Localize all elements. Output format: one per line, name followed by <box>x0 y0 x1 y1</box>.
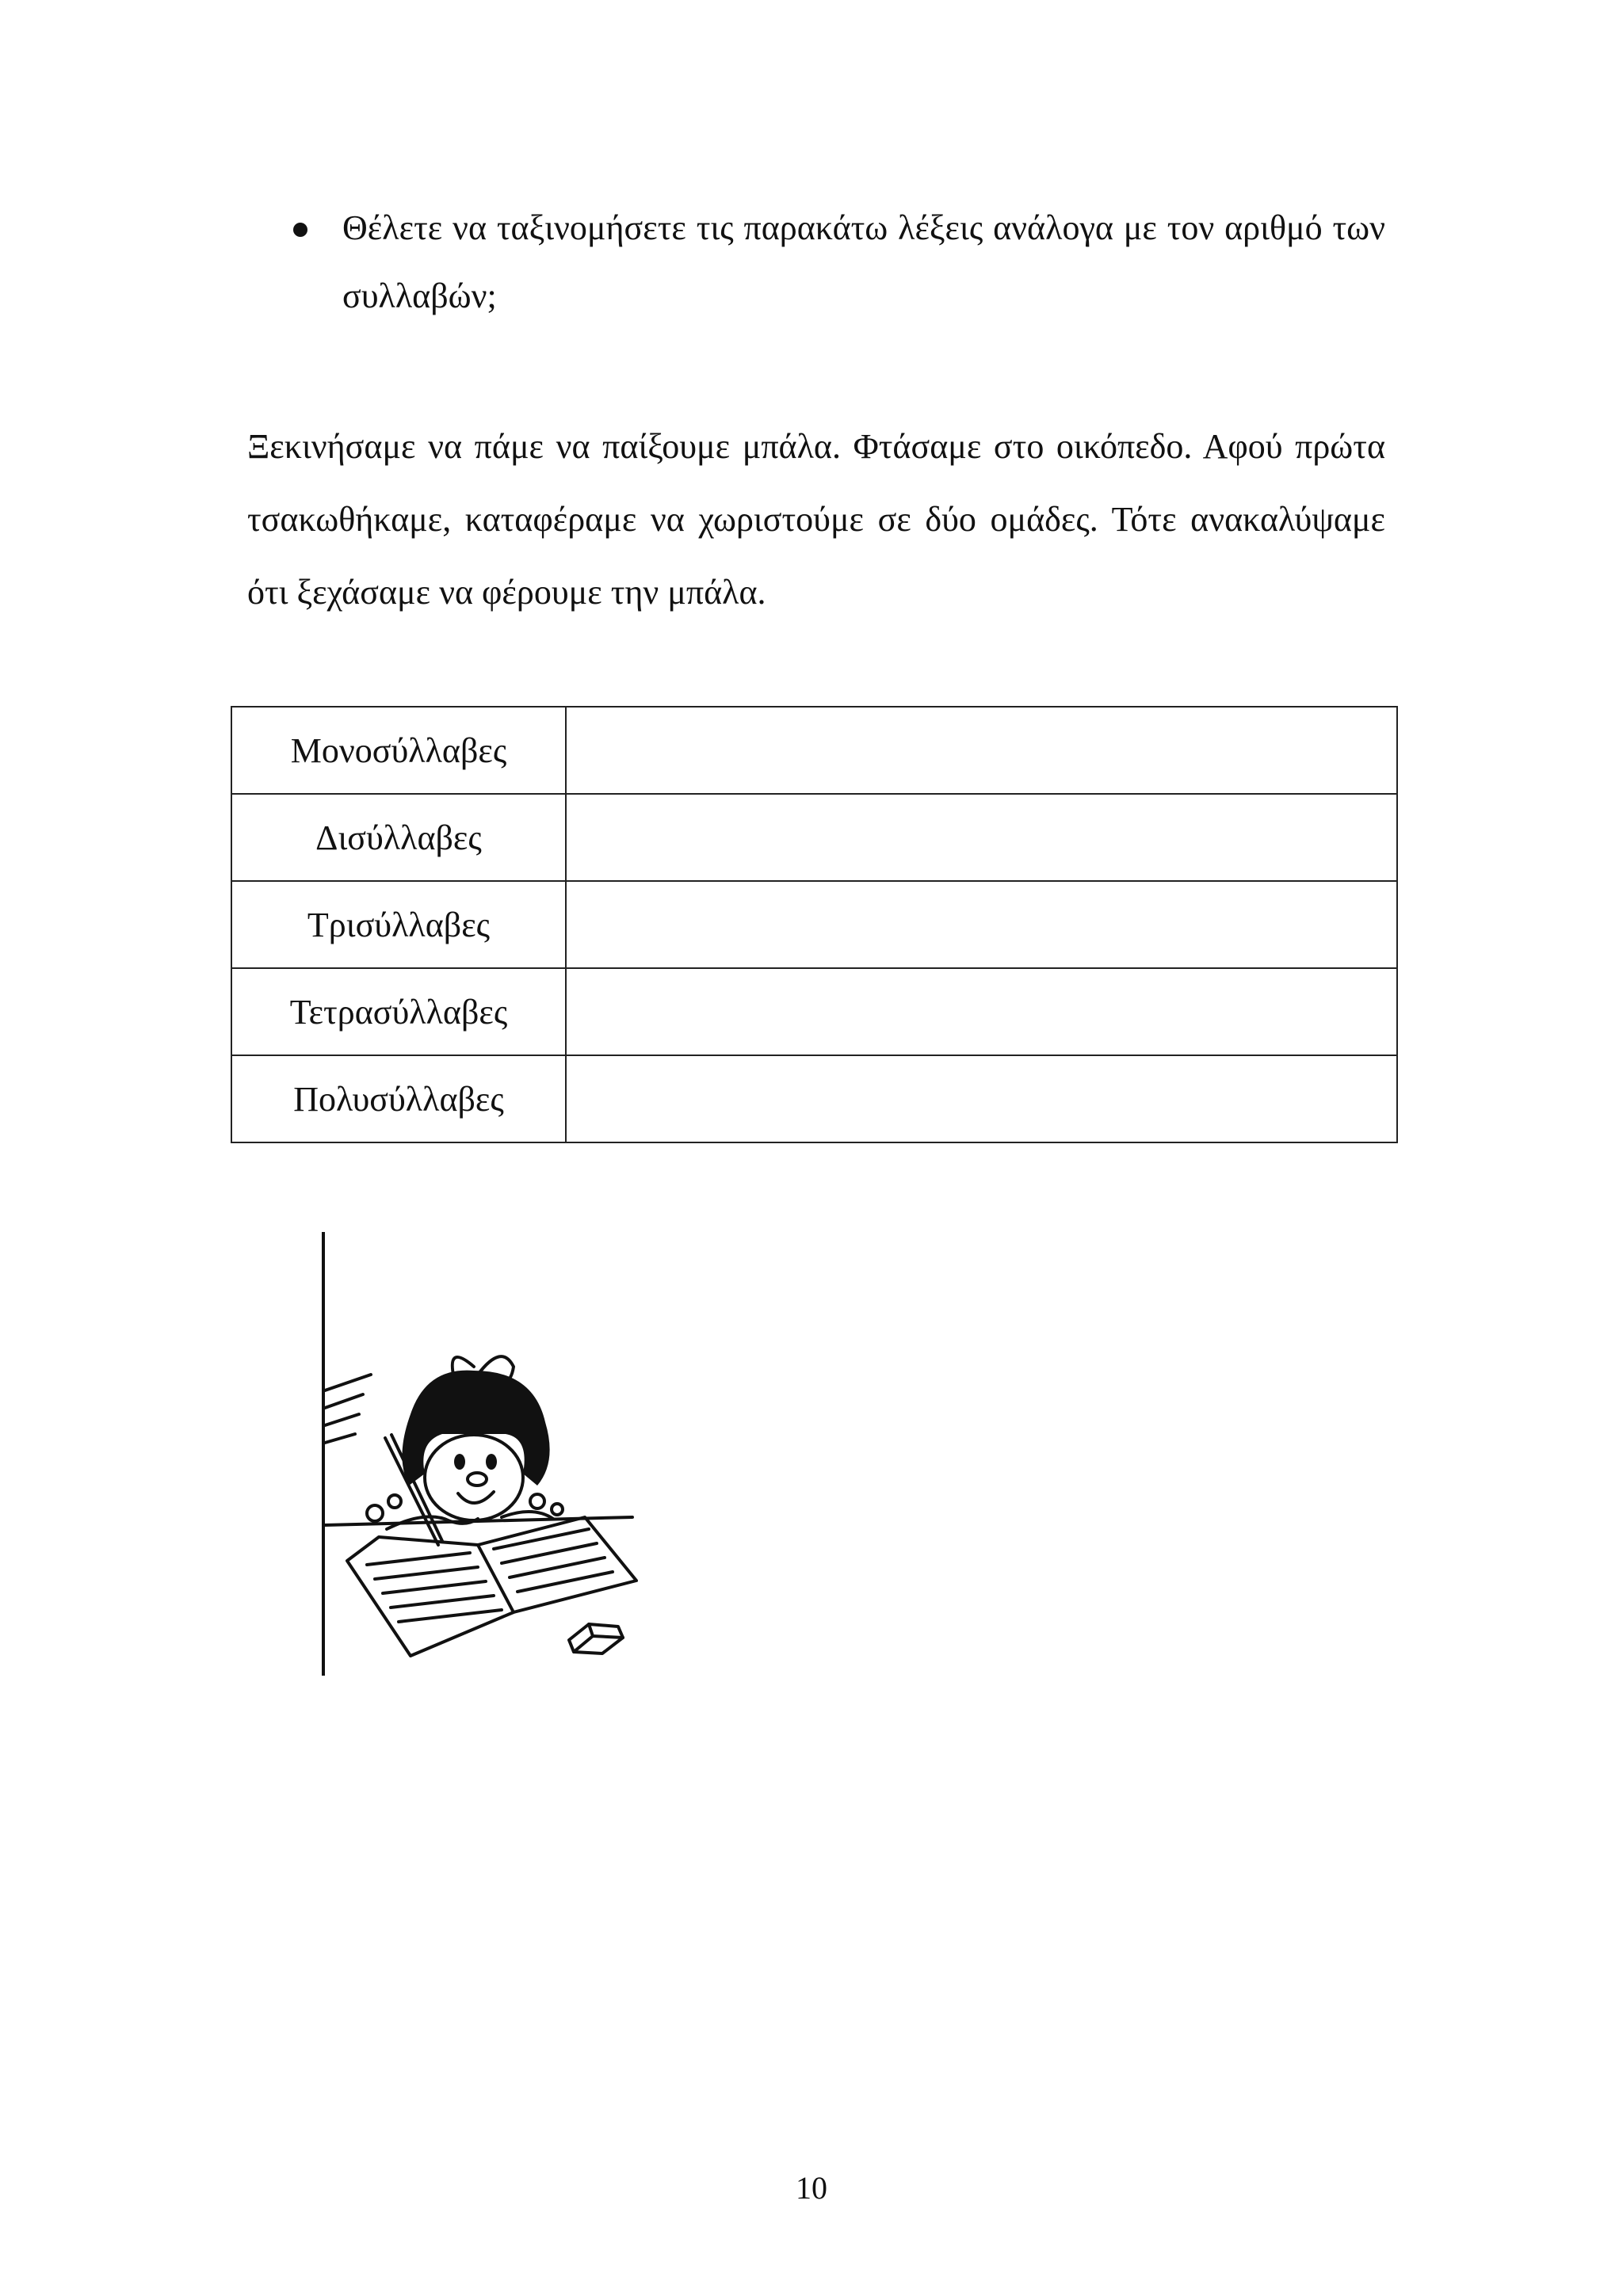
row-label: Δισύλλαβες <box>231 794 566 881</box>
page-number: 10 <box>796 2170 827 2206</box>
table-row <box>231 1055 1397 1142</box>
answer-cell[interactable] <box>566 707 1397 794</box>
story-paragraph: Ξεκινήσαμε να πάμε να παίξουμε μπάλα. Φτάσαμε στο οικόπεδο. Αφού πρώτα τσακωθήκαμε, καταφέραμε να χωριστούμε σε δύο ομάδες. Τότε ανακαλύψαμε ότι ξεχάσαμε να φέρουμε την μπάλα. <box>247 427 1385 612</box>
row-label: Πολυσύλλαβες <box>231 1055 566 1142</box>
answer-cell[interactable] <box>566 794 1397 881</box>
table-row <box>231 968 1397 1055</box>
syllable-table <box>231 706 1398 1143</box>
answer-cell[interactable] <box>566 881 1397 968</box>
table-row <box>231 707 1397 794</box>
row-label: Τρισύλλαβες <box>231 881 566 968</box>
girl-writing-illustration <box>315 1232 648 1676</box>
row-label: Μονοσύλλαβες <box>231 707 566 794</box>
instruction-text: Θέλετε να ταξινομήσετε τις παρακάτω λέξεις ανάλογα με τον αριθμό των συλλαβών; <box>342 208 1385 315</box>
answer-cell[interactable] <box>566 968 1397 1055</box>
row-label: Τετρασύλλαβες <box>231 968 566 1055</box>
table-row <box>231 794 1397 881</box>
bullet-icon <box>293 223 307 237</box>
instruction-bullet <box>293 194 1385 330</box>
answer-cell[interactable] <box>566 1055 1397 1142</box>
table-row <box>231 881 1397 968</box>
